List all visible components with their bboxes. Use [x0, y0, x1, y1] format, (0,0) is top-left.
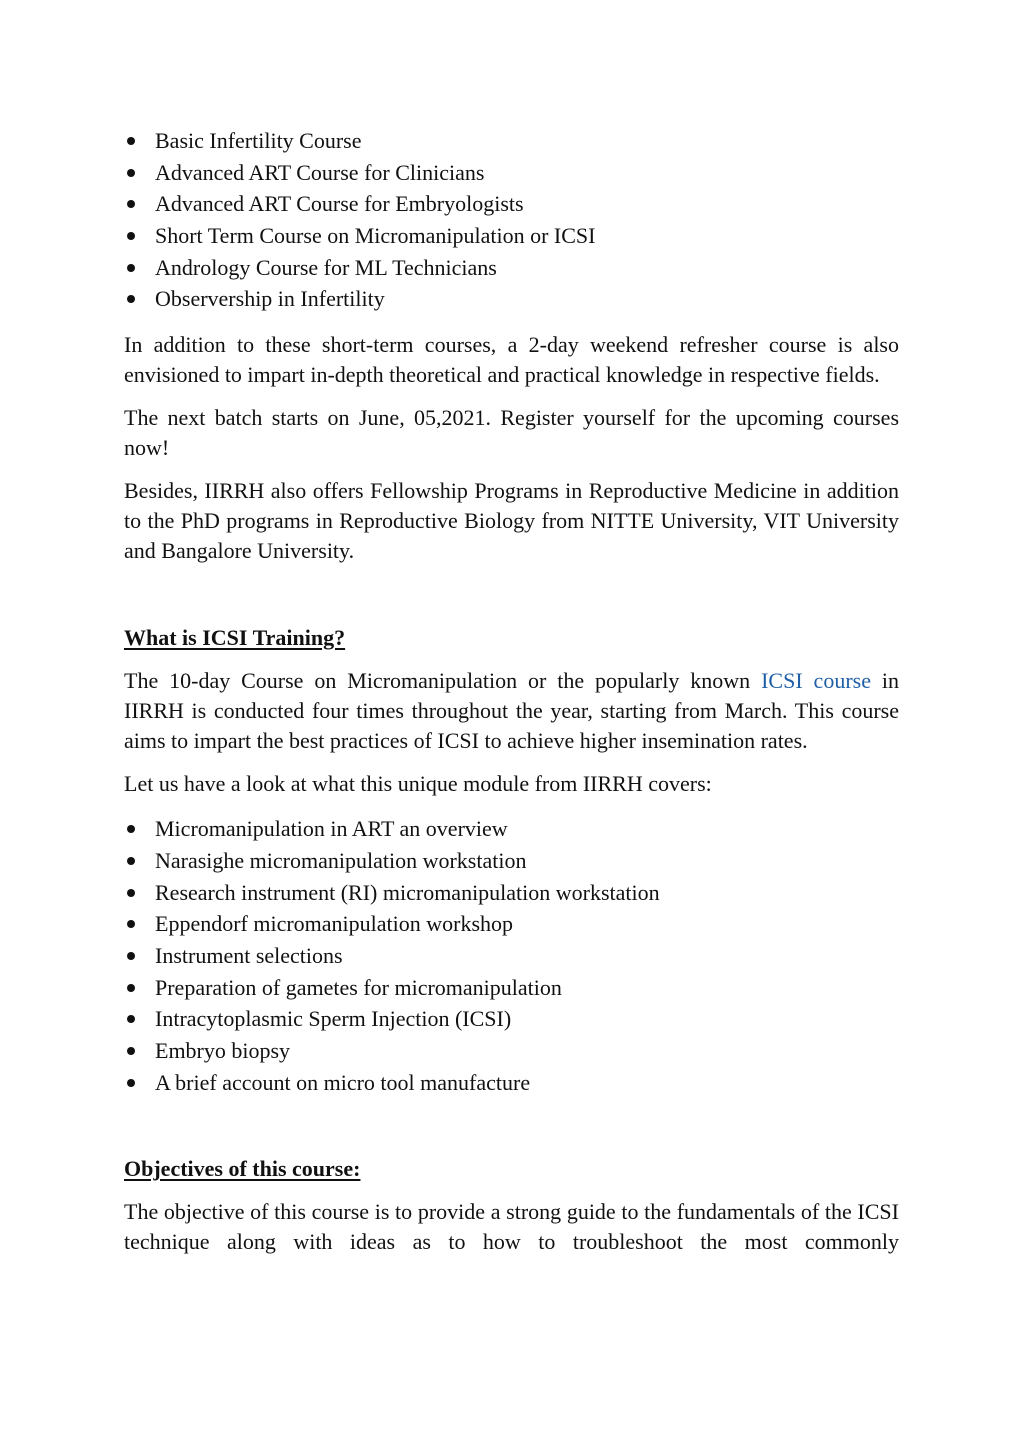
icsi-training-heading: What is ICSI Training? [124, 625, 346, 651]
bullet-icon [127, 984, 135, 992]
bullet-icon [127, 1015, 135, 1023]
list-item [124, 283, 899, 315]
list-item-text: Research instrument (RI) micromanipulation workstation [155, 879, 660, 905]
list-item [124, 940, 899, 972]
list-item-text: Advanced ART Course for Clinicians [155, 159, 485, 185]
list-item [124, 220, 899, 252]
module-topics-list [124, 813, 899, 1098]
bullet-icon [127, 295, 135, 303]
list-item-text: Instrument selections [155, 942, 343, 968]
bullet-icon [127, 137, 135, 145]
list-item [124, 908, 899, 940]
list-item-text: Embryo biopsy [155, 1037, 291, 1063]
list-item-text: Andrology Course for ML Technicians [155, 254, 497, 280]
list-item-text: Micromanipulation in ART an overview [155, 816, 508, 842]
list-item [124, 125, 899, 157]
list-item [124, 1003, 899, 1035]
icsi-course-link[interactable]: ICSI course [761, 668, 871, 694]
list-item-text: Eppendorf micromanipulation workshop [155, 911, 514, 937]
icsi-intro-paragraph [124, 666, 899, 756]
list-item-text: A brief account on micro tool manufacture [155, 1069, 531, 1095]
list-item [124, 813, 899, 845]
list-item-text: Advanced ART Course for Embryologists [155, 191, 524, 217]
bullet-icon [127, 232, 135, 240]
list-item [124, 157, 899, 189]
bullet-icon [127, 920, 135, 928]
objectives-paragraph: The objective of this course is to provide a strong guide to the fundamentals of the ICSI technique along with ideas as to how to troubleshoot the most commonly [124, 1199, 899, 1255]
icsi-intro-text-start: The 10-day Course on Micromanipulation or the popularly known [124, 668, 762, 694]
module-lead-paragraph: Let us have a look at what this unique module from IIRRH covers: [124, 771, 712, 797]
list-item-text: Short Term Course on Micromanipulation or ICSI [155, 223, 596, 249]
list-item-text: Intracytoplasmic Sperm Injection (ICSI) [155, 1006, 512, 1032]
list-item-text: Observership in Infertility [155, 286, 385, 312]
icsi-intro-text-end: in IIRRH is conducted four times throughout the year, starting from March. This course aims to impart the best practices of ICSI to achieve higher insemination rates. [124, 668, 899, 754]
list-item-text: Basic Infertility Course [155, 128, 362, 153]
list-item [124, 252, 899, 284]
bullet-icon [127, 825, 135, 833]
bullet-icon [127, 200, 135, 208]
list-item [124, 188, 899, 220]
bullet-icon [127, 1079, 135, 1087]
list-item [124, 1067, 899, 1099]
bullet-icon [127, 169, 135, 177]
list-item-text: Preparation of gametes for micromanipulation [155, 974, 562, 1000]
list-item [124, 877, 899, 909]
list-item-text: Narasighe micromanipulation workstation [155, 847, 527, 873]
refresher-paragraph: In addition to these short-term courses, a 2-day weekend refresher course is also envisioned to impart in-depth theoretical and practical knowledge in respective fields. [124, 332, 899, 388]
objectives-heading: Objectives of this course: [124, 1156, 361, 1182]
course-list [124, 125, 899, 315]
document-page [124, 125, 899, 1257]
bullet-icon [127, 857, 135, 865]
list-item [124, 845, 899, 877]
list-item [124, 972, 899, 1004]
next-batch-paragraph: The next batch starts on June, 05,2021. Register yourself for the upcoming courses now! [124, 405, 899, 461]
bullet-icon [127, 952, 135, 960]
list-item [124, 1035, 899, 1067]
bullet-icon [127, 1047, 135, 1055]
fellowship-paragraph: Besides, IIRRH also offers Fellowship Programs in Reproductive Medicine in addition to the PhD programs in Reproductive Biology from NITTE University, VIT University and Bangalore University. [124, 478, 899, 564]
bullet-icon [127, 264, 135, 272]
bullet-icon [127, 889, 135, 897]
